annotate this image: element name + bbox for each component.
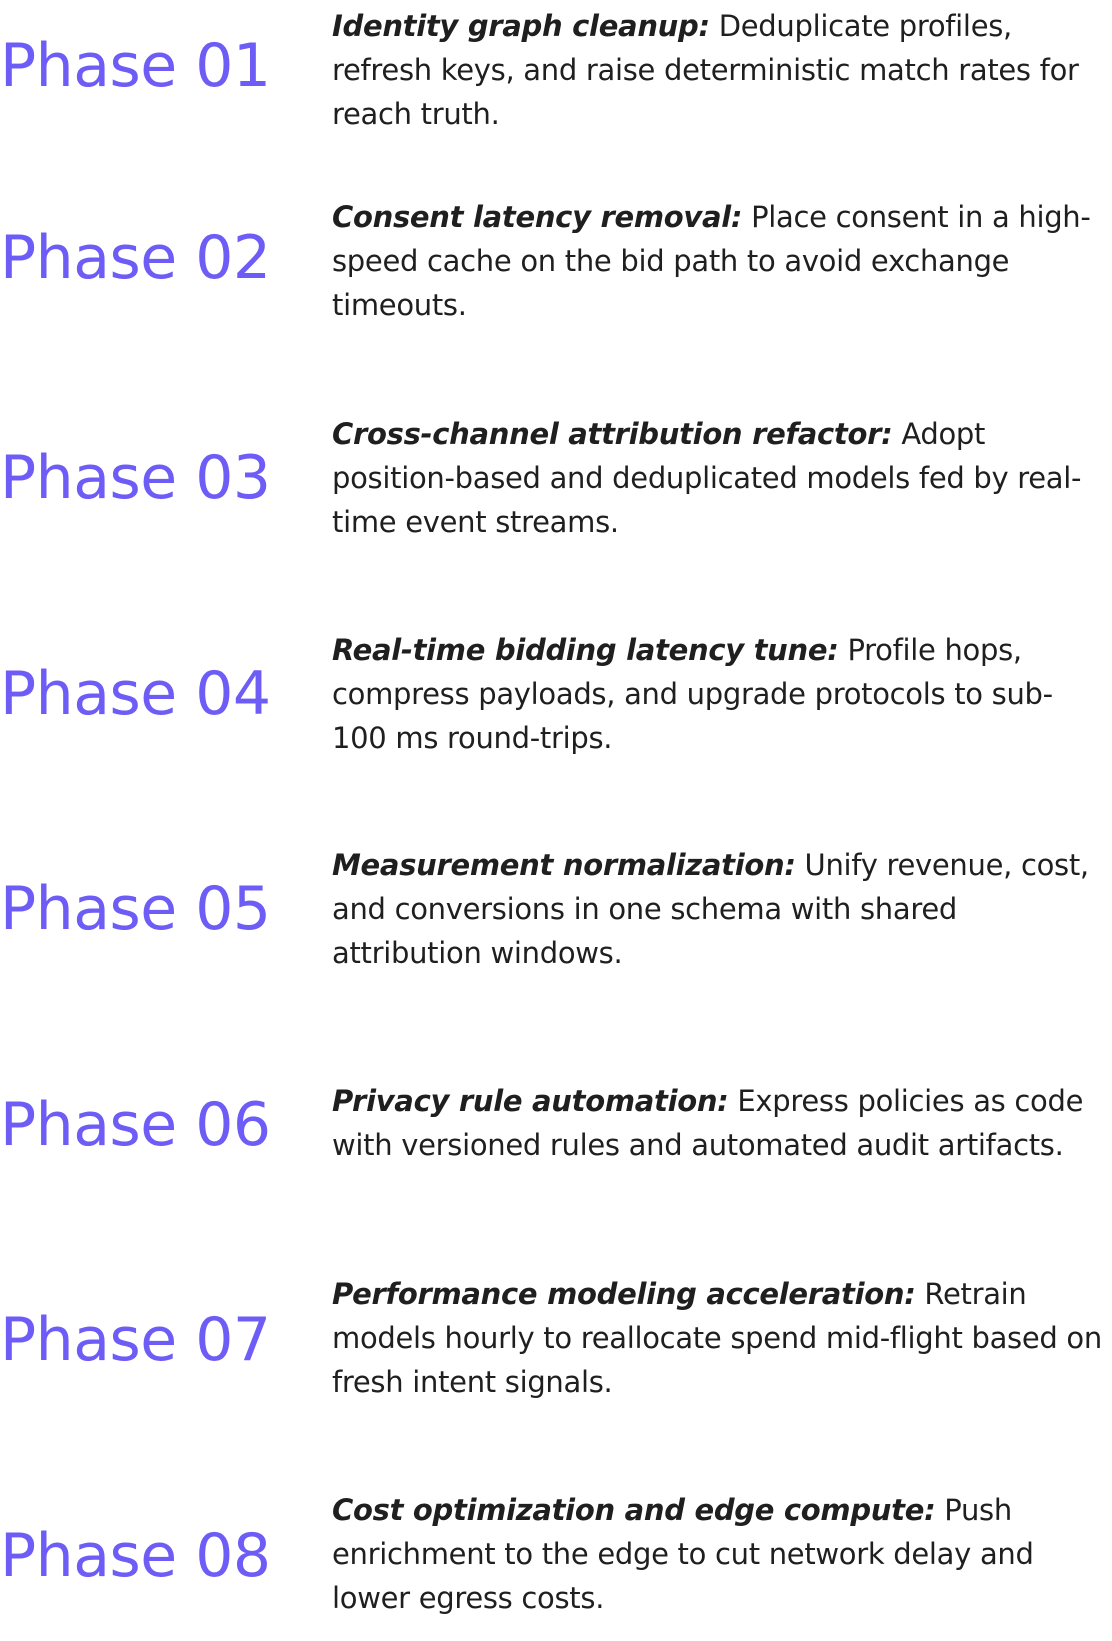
phase-02-description bbox=[332, 195, 1102, 327]
phase-06-text: Express policies as code with versioned rules and automated audit artifacts. bbox=[332, 1084, 1084, 1162]
phase-04-description bbox=[332, 628, 1102, 760]
phase-04-text: Profile hops, compress payloads, and upgrade protocols to sub-100 ms round-trips. bbox=[332, 633, 1053, 755]
phase-03-description bbox=[332, 412, 1102, 544]
phase-01-description bbox=[332, 4, 1102, 136]
phase-05-text: Unify revenue, cost, and conversions in one schema with shared attribution windows. bbox=[332, 848, 1089, 970]
phase-02-label: Phase 02 bbox=[0, 223, 271, 293]
phase-07-label: Phase 07 bbox=[0, 1305, 271, 1375]
phase-03-title: Cross-channel attribution refactor: bbox=[332, 417, 893, 451]
phase-06-description bbox=[332, 1079, 1102, 1167]
phase-02-text: Place consent in a high-speed cache on the bid path to avoid exchange timeouts. bbox=[332, 200, 1091, 322]
phase-01-label: Phase 01 bbox=[0, 31, 271, 101]
phase-05-label: Phase 05 bbox=[0, 874, 271, 944]
phase-07-title: Performance modeling acceleration: bbox=[332, 1277, 916, 1311]
phase-01-title: Identity graph cleanup: bbox=[332, 9, 710, 43]
phase-04-title: Real-time bidding latency tune: bbox=[332, 633, 839, 667]
phase-08-description bbox=[332, 1488, 1102, 1620]
phase-06-label: Phase 06 bbox=[0, 1090, 271, 1160]
phase-05-title: Measurement normalization: bbox=[332, 848, 796, 882]
phase-08-title: Cost optimization and edge compute: bbox=[332, 1493, 936, 1527]
phase-03-label: Phase 03 bbox=[0, 443, 271, 513]
phase-08-label: Phase 08 bbox=[0, 1521, 271, 1591]
phase-04-label: Phase 04 bbox=[0, 659, 271, 729]
phase-02-title: Consent latency removal: bbox=[332, 200, 743, 234]
phase-06-title: Privacy rule automation: bbox=[332, 1084, 729, 1118]
phase-07-description bbox=[332, 1272, 1102, 1404]
phase-05-description bbox=[332, 843, 1102, 975]
phase-01-text: Deduplicate profiles, refresh keys, and raise deterministic match rates for reach truth. bbox=[332, 9, 1079, 131]
phase-03-text: Adopt position-based and deduplicated models fed by real-time event streams. bbox=[332, 417, 1082, 539]
phase-08-text: Push enrichment to the edge to cut network delay and lower egress costs. bbox=[332, 1493, 1034, 1615]
phase-07-text: Retrain models hourly to reallocate spend mid-flight based on fresh intent signals. bbox=[332, 1277, 1102, 1399]
